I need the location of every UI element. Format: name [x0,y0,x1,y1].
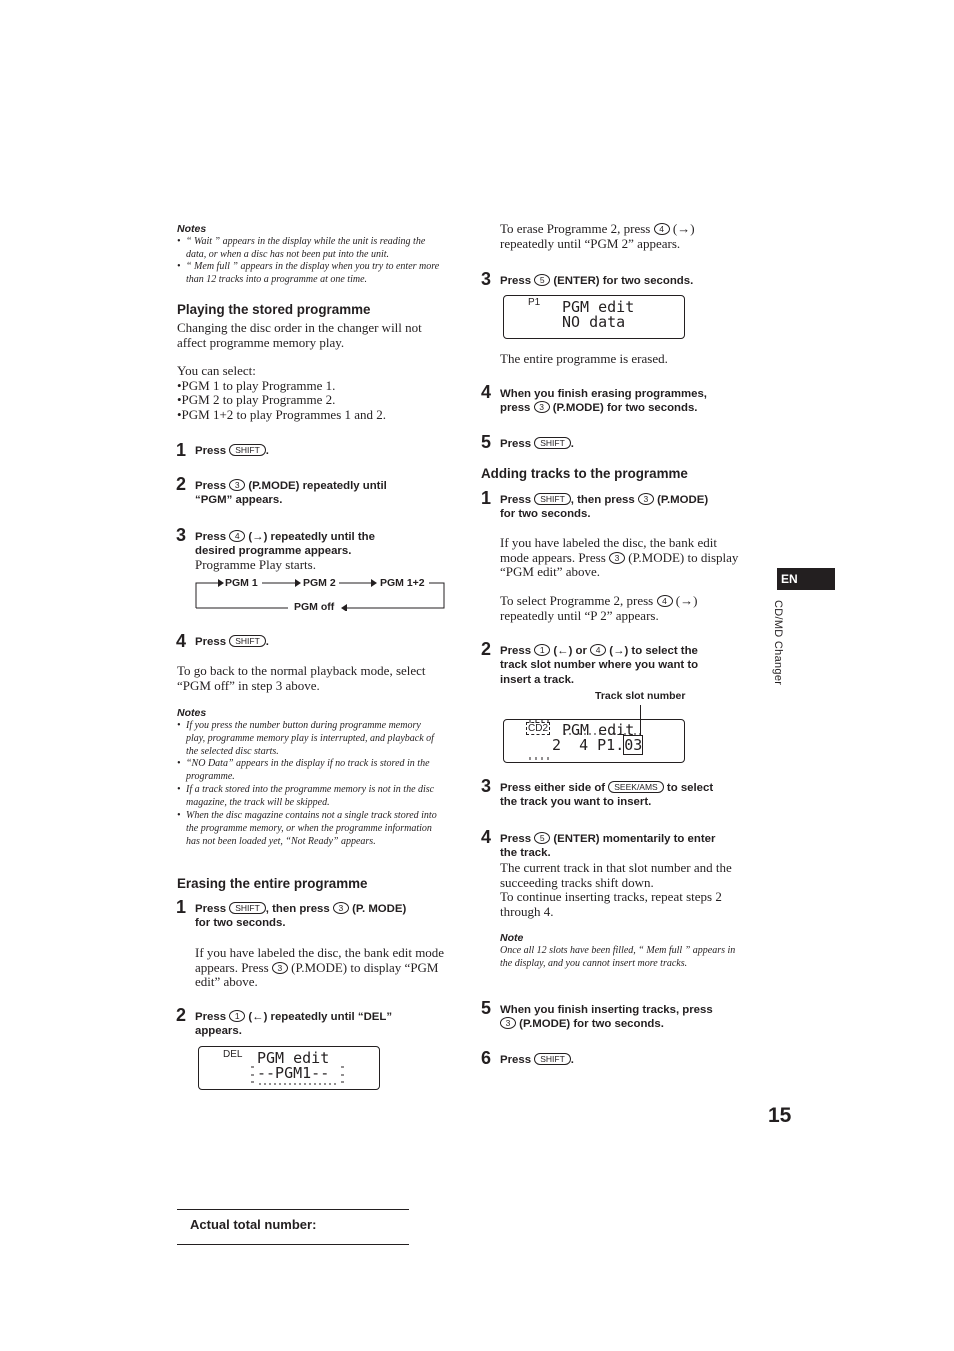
step-subtext: Programme Play starts. [195,557,316,572]
step-text: Press 4 (→) repeatedly until the desired programme appears. [195,531,375,558]
step-text: Press SHIFT . [195,445,269,457]
step-number: 4 [481,827,492,847]
step-number: 5 [481,998,492,1018]
shift-key: SHIFT [229,635,266,647]
pgm12-label: PGM 1+2 [380,577,425,589]
shift-key: SHIFT [229,444,266,456]
adding-body2: To select Programme 2, press 4 (→) repeatedly until “P 2” appears. [500,593,698,623]
pgm2-label: PGM 2 [303,577,336,589]
back-text: To go back to the normal playback mode, select “PGM off” in step 3 above. [177,663,426,693]
note-item: • “ Wait ” appears in the display while the unit is reading the data, or when a disc has not been put into the unit. [177,236,426,260]
vertical-section-label: CD/MD Changer [772,600,784,686]
step-text: Press 3 (P.MODE) repeatedly until “PGM” appears. [195,480,387,507]
step-number: 2 [481,639,492,659]
button-4: 4 [229,530,245,542]
option-item: •PGM 1+2 to play Programmes 1 and 2. [177,407,387,422]
shift-key: SHIFT [534,437,571,449]
lcd-line2: 2 4 P1.03 [552,736,643,754]
select-intro: You can select: [177,363,256,378]
button-5: 5 [534,274,550,286]
section-heading-adding: Adding tracks to the programme [481,466,688,481]
pgm-cycle-diagram [195,575,447,611]
section-heading-playing: Playing the stored programme [177,302,371,317]
lcd-display-del [198,1046,380,1090]
step-number: 4 [481,382,492,402]
button-3: 3 [333,902,349,914]
step-text: Press 1 (←) or 4 (→) to select the track slot number where you want to insert a track. [500,645,699,686]
step-number: 3 [481,776,492,796]
step-text: Press 5 (ENTER) for two seconds. [500,275,694,287]
step-number: 3 [176,525,187,545]
page-number: 15 [768,1104,792,1127]
note-item: • When the disc magazine contains not a single track stored into the programme memory, or when the programme information has not been loaded yet, “Not Ready” appears. [177,810,437,847]
lcd-slot-number: 03 [624,736,643,754]
footer-rule-top [177,1209,409,1210]
shift-key: SHIFT [534,1053,571,1065]
note-item: • If you press the number button during programme memory play, programme memory play is interrupted, and playback of the selected disc starts. [177,720,434,757]
seek-ams-key: SEEK/AMS [608,781,663,793]
lcd-line2: --PGM1-- [257,1064,330,1082]
erasing-body: If you have labeled the disc, the bank edit mode appears. Press 3 (P.MODE) to display “PGM edit” above. [195,945,445,990]
pgm1-label: PGM 1 [225,577,258,589]
lcd-display-no-data [503,295,685,339]
note-text: Once all 12 slots have been filled, “ Mem full ” appears in the display, and you cannot insert more tracks. [500,945,736,969]
step-text: Press 5 (ENTER) momentarily to enter the track. [500,833,716,860]
footer-label: Actual total number: [190,1217,317,1232]
shift-key: SHIFT [534,493,571,505]
step-number: 1 [481,488,492,508]
lcd-line1: PGM edit [562,298,635,316]
step-number: 2 [176,474,187,494]
step-text: Press SHIFT . [195,636,269,648]
button-4: 4 [657,595,673,607]
button-3: 3 [500,1017,516,1029]
button-3: 3 [638,493,654,505]
button-3: 3 [534,401,550,413]
button-4: 4 [654,223,670,235]
playing-intro: Changing the disc order in the changer will not affect programme memory play. [177,320,422,350]
option-item: •PGM 2 to play Programme 2. [177,392,336,407]
step4-body2: To continue inserting tracks, repeat steps 2 through 4. [500,889,722,919]
step-number: 6 [481,1048,492,1068]
lcd-line2: NO data [562,313,626,331]
step-number: 1 [176,897,187,917]
button-3: 3 [272,962,288,974]
section-heading-erasing: Erasing the entire programme [177,876,368,891]
lcd-line1: PGM edit [562,721,635,739]
step-number: 3 [481,269,492,289]
erase-programme2-text: To erase Programme 2, press 4 (→) repeatedly until “PGM 2” appears. [500,221,695,251]
blink-marks [249,1053,349,1085]
step-text: Press SHIFT . [500,438,574,450]
option-item: •PGM 1 to play Programme 1. [177,378,336,393]
erased-text: The entire programme is erased. [500,351,668,366]
step-number: 1 [176,440,187,460]
footer-rule-bottom [177,1244,409,1245]
step-text: Press SHIFT , then press 3 (P. MODE) for two seconds. [195,903,407,930]
step-text: Press SHIFT . [500,1054,574,1066]
step-number: 4 [176,631,187,651]
lcd-indicator: DEL [223,1049,243,1060]
button-4: 4 [590,644,606,656]
notes-heading: Notes [177,223,207,235]
adding-body1: If you have labeled the disc, the bank edit mode appears. Press 3 (P.MODE) to display “PGM edit” above. [500,535,739,580]
button-5: 5 [534,832,550,844]
step-text: When you finish inserting tracks, press 3 (P.MODE) for two seconds. [500,1004,713,1031]
blink-marks [522,720,672,760]
step-number: 2 [176,1005,187,1025]
shift-key: SHIFT [229,902,266,914]
step-number: 5 [481,432,492,452]
button-3: 3 [229,479,245,491]
step-text: When you finish erasing programmes, press 3 (P.MODE) for two seconds. [500,388,707,415]
step-text: Press 1 (←) repeatedly until “DEL” appears. [195,1011,393,1038]
note-item: • “ Mem full ” appears in the display when you try to enter more than 12 tracks into a programme at one time. [177,261,440,285]
lcd-display-insert [503,719,685,763]
note-heading: Note [500,932,524,944]
pgm-off-label: PGM off [294,601,335,613]
language-tab: EN [777,568,835,590]
button-3: 3 [609,552,625,564]
button-1: 1 [534,644,550,656]
step4-body: The current track in that slot number and the succeeding tracks shift down. [500,860,732,890]
lcd-indicator: CD2 [528,723,549,734]
step-text: Press SHIFT , then press 3 (P.MODE) for two seconds. [500,494,709,521]
notes-heading: Notes [177,707,207,719]
lcd-line1: PGM edit [257,1049,330,1067]
step-text: Press either side of SEEK/AMS to select the track you want to insert. [500,782,714,809]
note-item: • “NO Data” appears in the display if no track is stored in the programme. [177,758,430,782]
note-item: • If a track stored into the programme memory is not in the disc magazine, the track will be skipped. [177,784,435,808]
track-slot-label: Track slot number [595,690,686,702]
button-1: 1 [229,1010,245,1022]
lcd-indicator: P1 [528,297,541,308]
